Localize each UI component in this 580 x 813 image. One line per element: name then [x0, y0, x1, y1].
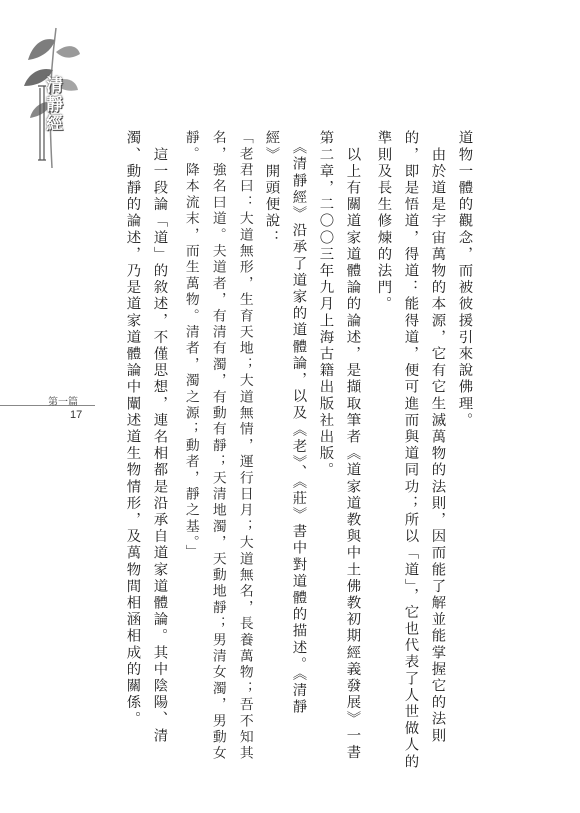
quote-column-1: 「老君曰：大道無形，生育天地；大道無情，運行日月；大道無名，長養萬物；吾不知其	[236, 130, 253, 762]
text-column-4: 準則及長生修煉的法門。	[375, 130, 392, 313]
text-column-2: 由於道是宇宙萬物的本源，它有它生滅萬物的法則，因而能了解並能掌握它的法則	[429, 130, 446, 745]
text-column-6: 第二章，二〇〇三年九月上海古籍出版社出版。	[317, 130, 334, 479]
text-column-8: 經》開頭便說：	[263, 130, 280, 247]
text-column-9: 這一段論「道」的敘述，不僅思想，連名相都是沿承自道家道體論。其中陰陽、清	[151, 130, 168, 745]
page-number: 17	[70, 409, 83, 421]
logo-title: 清靜經	[42, 76, 62, 133]
chapter-label: 第一篇	[48, 397, 78, 408]
text-column-7: 《清靜經》沿承了道家的道體論，以及《老》、《莊》書中對道體的描述。《清靜	[290, 130, 307, 716]
text-column-10: 濁、動靜的論述，乃是道家道體論中闡述道生物情形，及萬物間相涵相成的關係。	[124, 130, 141, 728]
quote-column-2: 名，強名曰道。夫道者，有清有濁，有動有靜；天清地濁，天動地靜；男清女濁，男動女	[209, 130, 226, 762]
text-column-3: 的，即是悟道，得道：能得道，便可進而與道同功；所以「道」，它也代表了人世做人的	[402, 130, 419, 771]
text-column-5: 以上有關道家道體論的論述，是擷取筆者《道家道教與中土佛教初期經義發展》一書	[344, 130, 361, 761]
text-column-1: 道物一體的觀念，而被彼援引來說佛理。	[456, 130, 473, 429]
quote-column-3: 靜。降本流末，而生萬物。清者，濁之源；動者，靜之基。」	[182, 130, 199, 561]
